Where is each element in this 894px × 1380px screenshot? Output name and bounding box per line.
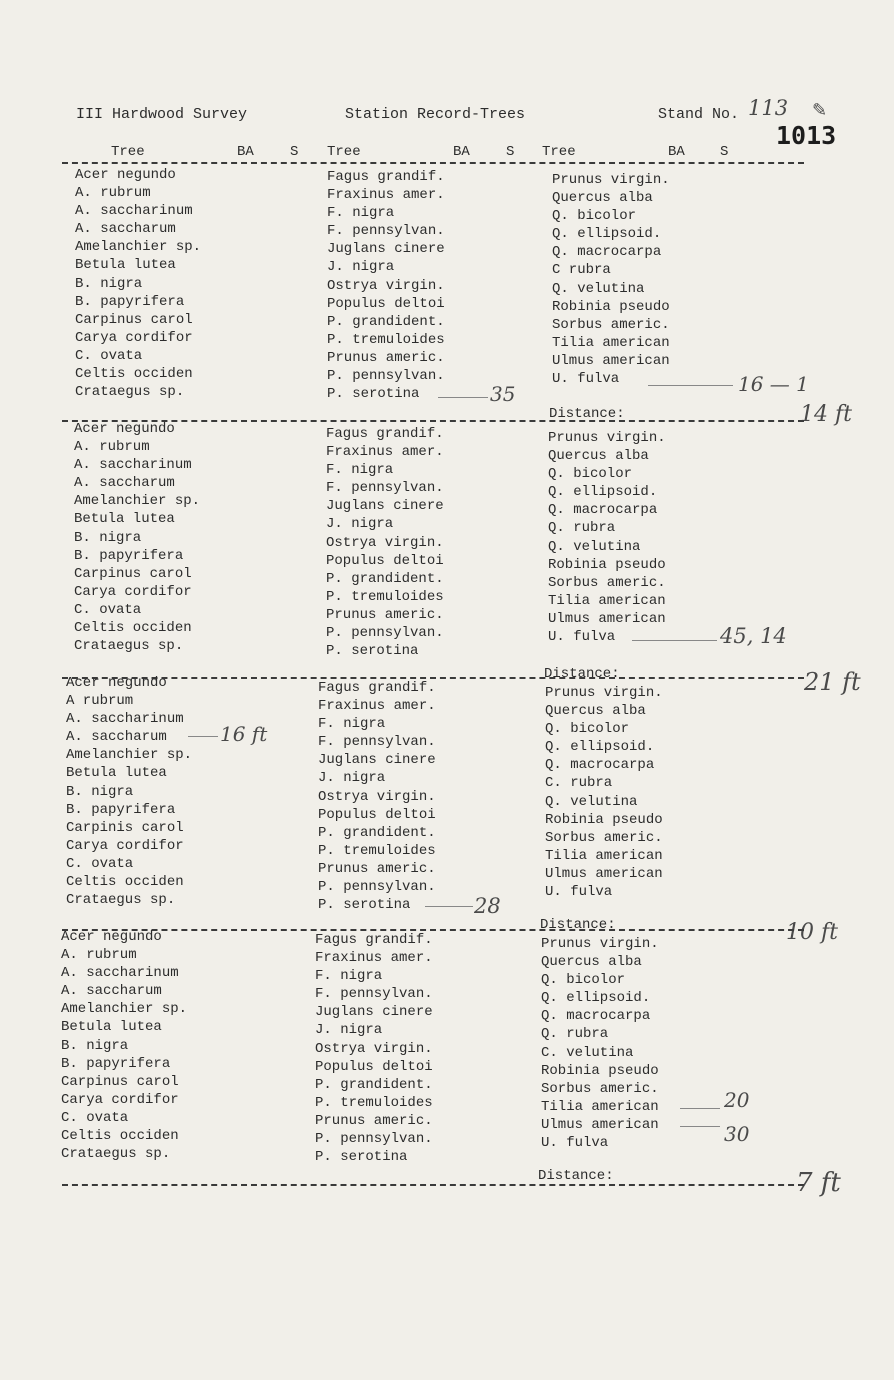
handwritten-note: 45, 14 — [720, 624, 787, 648]
species-row: Fagus grandif. — [318, 680, 436, 696]
species-row: Celtis occiden — [75, 366, 193, 383]
pen-line — [188, 736, 218, 737]
species-row: C. ovata — [75, 347, 143, 364]
species-row: P. tremuloides — [318, 842, 436, 859]
species-row: Tilia american — [541, 1098, 659, 1115]
species-row: Acer negundo — [75, 167, 176, 183]
handwritten-note: 20 — [724, 1088, 750, 1112]
species-row: C. ovata — [74, 601, 142, 618]
species-row: Robinia pseudo — [548, 556, 666, 573]
species-row: Fraxinus amer. — [318, 698, 436, 715]
species-row: A. saccharum — [75, 221, 176, 238]
species-row: Q. macrocarpa — [545, 757, 655, 774]
species-row: Q. macrocarpa — [552, 244, 662, 261]
handwritten-note: 28 — [474, 894, 501, 918]
species-row: Q. velutina — [552, 280, 645, 297]
species-row: Carya cordifor — [61, 1091, 179, 1108]
species-row: Crataegus sp. — [74, 638, 184, 655]
species-column-1 — [66, 674, 192, 909]
section-divider — [62, 1184, 804, 1186]
distance-label: Distance: — [544, 666, 620, 682]
scribble-mark: ✎ — [812, 100, 828, 121]
species-row: Betula lutea — [66, 765, 167, 782]
species-row: F. pennsylvan. — [326, 480, 444, 497]
species-row: Fraxinus amer. — [327, 187, 445, 204]
species-row: Q. velutina — [545, 793, 638, 810]
species-row: U. fulva — [541, 1135, 609, 1152]
species-row: Ulmus american — [545, 865, 663, 882]
species-row: Populus deltoi — [326, 552, 444, 569]
pen-line — [438, 397, 488, 398]
stand-handwritten: 113 — [748, 96, 789, 120]
species-row: F. pennsylvan. — [327, 223, 445, 240]
species-row: P. grandident. — [326, 570, 444, 587]
species-row: B. papyrifera — [66, 801, 176, 818]
pen-line — [680, 1108, 720, 1109]
species-column-2 — [327, 168, 445, 403]
col2-s-header: S — [506, 144, 515, 160]
distance-value: 21 ft — [804, 668, 861, 696]
species-row: Prunus virgin. — [548, 430, 666, 446]
species-row: Prunus americ. — [318, 860, 436, 877]
species-row: Q. ellipsoid. — [552, 226, 662, 243]
species-row: F. nigra — [318, 716, 386, 733]
handwritten-note: 16 ft — [220, 722, 268, 746]
species-row: U. fulva — [548, 629, 616, 646]
species-row: P. tremuloides — [326, 588, 444, 605]
species-row: B. nigra — [74, 529, 142, 546]
distance-label: Distance: — [538, 1168, 614, 1184]
species-row: Celtis occiden — [74, 620, 192, 637]
species-row: Q. bicolor — [541, 972, 626, 989]
distance-value: 14 ft — [800, 402, 852, 427]
handwritten-note: 16 — 1 — [738, 372, 809, 396]
species-row: Crataegus sp. — [75, 384, 185, 401]
species-row: P. serotina — [318, 897, 411, 914]
species-row: P. serotina — [327, 386, 420, 403]
species-row: P. pennsylvan. — [318, 879, 436, 896]
record-title: Station Record-Trees — [345, 106, 526, 123]
species-row: Prunus americ. — [326, 606, 444, 623]
species-row: Celtis occiden — [61, 1128, 179, 1145]
distance-label: Distance: — [549, 406, 625, 422]
species-row: Quercus alba — [552, 190, 653, 207]
species-row: Q. velutina — [548, 538, 641, 555]
species-row: A. saccharinum — [61, 965, 179, 982]
col2-ba-header: BA — [453, 144, 470, 160]
species-row: A. saccharum — [74, 475, 175, 492]
col3-tree-header: Tree — [542, 144, 576, 160]
species-row: Betula lutea — [75, 257, 176, 274]
species-row: Prunus virgin. — [541, 936, 659, 952]
species-row: Tilia american — [548, 592, 666, 609]
species-row: Juglans cinere — [326, 498, 444, 515]
species-row: P. serotina — [326, 643, 419, 660]
species-row: Prunus virgin. — [552, 172, 670, 188]
species-row: Q. bicolor — [548, 466, 633, 483]
species-row: A. rubrum — [75, 185, 151, 202]
species-row: Acer negundo — [74, 421, 175, 437]
species-row: Crataegus sp. — [66, 892, 176, 909]
species-row: J. nigra — [315, 1022, 383, 1039]
species-row: P. pennsylvan. — [327, 368, 445, 385]
species-column-2 — [318, 679, 436, 914]
col2-tree-header: Tree — [327, 144, 361, 160]
col3-s-header: S — [720, 144, 729, 160]
species-row: A. rubrum — [74, 439, 150, 456]
handwritten-note: 35 — [490, 382, 516, 406]
species-row: P. tremuloides — [315, 1094, 433, 1111]
species-row: Sorbus americ. — [552, 316, 670, 333]
species-row: Carya cordifor — [66, 837, 184, 854]
species-row: B. nigra — [66, 783, 134, 800]
species-row: P. tremuloides — [327, 331, 445, 348]
species-row: J. nigra — [327, 259, 395, 276]
species-row: Quercus alba — [548, 448, 649, 465]
species-row: Q. ellipsoid. — [548, 484, 658, 501]
species-column-1 — [74, 420, 200, 655]
species-row: P. serotina — [315, 1149, 408, 1166]
handwritten-note: 30 — [724, 1122, 750, 1146]
species-row: B. papyrifera — [74, 547, 184, 564]
col1-ba-header: BA — [237, 144, 254, 160]
species-row: Quercus alba — [545, 703, 646, 720]
species-row: Populus deltoi — [315, 1058, 433, 1075]
species-row: Carpinus carol — [74, 565, 192, 582]
col1-tree-header: Tree — [111, 144, 145, 160]
species-row: C. velutina — [541, 1044, 634, 1061]
species-row: B. papyrifera — [75, 293, 185, 310]
species-row: Juglans cinere — [327, 241, 445, 258]
species-row: A. saccharinum — [74, 457, 192, 474]
species-row: A. saccharinum — [75, 203, 193, 220]
distance-label: Distance: — [540, 917, 616, 933]
species-row: F. nigra — [326, 462, 394, 479]
pen-line — [425, 906, 473, 907]
species-row: Populus deltoi — [318, 806, 436, 823]
species-column-2 — [315, 931, 433, 1166]
species-row: Carya cordifor — [75, 329, 193, 346]
species-row: Q. bicolor — [552, 208, 637, 225]
species-row: U. fulva — [545, 884, 613, 901]
pen-line — [632, 640, 717, 641]
species-row: B. nigra — [61, 1037, 129, 1054]
species-row: Sorbus americ. — [545, 829, 663, 846]
species-row: C rubra — [552, 262, 611, 279]
species-row: Robinia pseudo — [552, 298, 670, 315]
species-row: B. nigra — [75, 275, 143, 292]
pen-line — [680, 1126, 720, 1127]
species-row: F. nigra — [327, 205, 395, 222]
species-row: Ulmus american — [548, 610, 666, 627]
species-row: Betula lutea — [61, 1019, 162, 1036]
species-row: Tilia american — [552, 334, 670, 351]
header-divider — [62, 162, 804, 164]
species-row: Ostrya virgin. — [326, 534, 444, 551]
species-row: Populus deltoi — [327, 295, 445, 312]
species-row: Prunus virgin. — [545, 685, 663, 701]
species-row: Amelanchier sp. — [66, 747, 193, 764]
species-row: Fagus grandif. — [326, 426, 444, 442]
species-row: Acer negundo — [66, 675, 167, 691]
species-row: C. rubra — [545, 775, 613, 792]
species-column-1 — [61, 928, 187, 1163]
species-row: Tilia american — [545, 847, 663, 864]
species-row: Q. macrocarpa — [548, 502, 658, 519]
species-row: Sorbus americ. — [541, 1080, 659, 1097]
species-row: Juglans cinere — [315, 1004, 433, 1021]
species-column-3 — [541, 935, 659, 1152]
species-row: Robinia pseudo — [541, 1062, 659, 1079]
species-row: Crataegus sp. — [61, 1146, 171, 1163]
species-row: Amelanchier sp. — [74, 493, 201, 510]
species-row: Carya cordifor — [74, 583, 192, 600]
species-row: Fraxinus amer. — [326, 444, 444, 461]
species-row: Celtis occiden — [66, 874, 184, 891]
distance-value: 7 ft — [796, 1168, 841, 1198]
species-row: F. nigra — [315, 968, 383, 985]
species-row: Amelanchier sp. — [61, 1001, 188, 1018]
species-row: Ulmus american — [552, 352, 670, 369]
species-row: J. nigra — [326, 516, 394, 533]
species-row: P. grandident. — [318, 824, 436, 841]
species-row: P. grandident. — [327, 313, 445, 330]
species-row: Q. ellipsoid. — [545, 739, 655, 756]
species-row: Fraxinus amer. — [315, 950, 433, 967]
species-column-3 — [545, 684, 663, 901]
species-row: Q. macrocarpa — [541, 1008, 651, 1025]
col3-ba-header: BA — [668, 144, 685, 160]
species-row: U. fulva — [552, 371, 620, 388]
species-column-3 — [552, 171, 670, 388]
species-row: F. pennsylvan. — [315, 986, 433, 1003]
species-row: A. rubrum — [61, 947, 137, 964]
species-row: Ostrya virgin. — [327, 277, 445, 294]
species-row: Ostrya virgin. — [318, 788, 436, 805]
species-row: Juglans cinere — [318, 752, 436, 769]
species-row: Quercus alba — [541, 954, 642, 971]
species-row: Prunus americ. — [315, 1112, 433, 1129]
species-row: Prunus americ. — [327, 349, 445, 366]
col1-s-header: S — [290, 144, 299, 160]
species-row: Betula lutea — [74, 511, 175, 528]
species-row: Q. rubra — [548, 520, 616, 537]
species-column-2 — [326, 425, 444, 660]
species-row: Carpinus carol — [75, 311, 193, 328]
species-row: C. ovata — [61, 1109, 129, 1126]
stand-label: Stand No. — [658, 106, 740, 123]
species-row: Acer negundo — [61, 929, 162, 945]
species-row: Carpinis carol — [66, 819, 184, 836]
species-row: A rubrum — [66, 693, 134, 710]
species-row: Fagus grandif. — [327, 169, 445, 185]
distance-value: 10 ft — [786, 920, 838, 945]
survey-title: III Hardwood Survey — [76, 106, 248, 123]
species-row: A. saccharum — [61, 983, 162, 1000]
species-row: P. pennsylvan. — [315, 1131, 433, 1148]
species-row: Q. rubra — [541, 1026, 609, 1043]
species-row: P. pennsylvan. — [326, 625, 444, 642]
species-row: Ostrya virgin. — [315, 1040, 433, 1057]
stand-stamp: 1013 — [776, 121, 837, 150]
species-row: A. saccharinum — [66, 711, 184, 728]
species-row: Amelanchier sp. — [75, 239, 202, 256]
species-row: C. ovata — [66, 855, 134, 872]
species-row: A. saccharum — [66, 729, 167, 746]
species-row: B. papyrifera — [61, 1055, 171, 1072]
species-row: Q. ellipsoid. — [541, 990, 651, 1007]
species-column-3 — [548, 429, 666, 646]
species-row: F. pennsylvan. — [318, 734, 436, 751]
species-row: J. nigra — [318, 770, 386, 787]
pen-line — [648, 385, 733, 386]
species-row: Ulmus american — [541, 1116, 659, 1133]
species-row: Robinia pseudo — [545, 811, 663, 828]
species-row: Fagus grandif. — [315, 932, 433, 948]
species-row: Q. bicolor — [545, 721, 630, 738]
species-column-1 — [75, 166, 201, 401]
species-row: Sorbus americ. — [548, 574, 666, 591]
species-row: P. grandident. — [315, 1076, 433, 1093]
species-row: Carpinus carol — [61, 1073, 179, 1090]
